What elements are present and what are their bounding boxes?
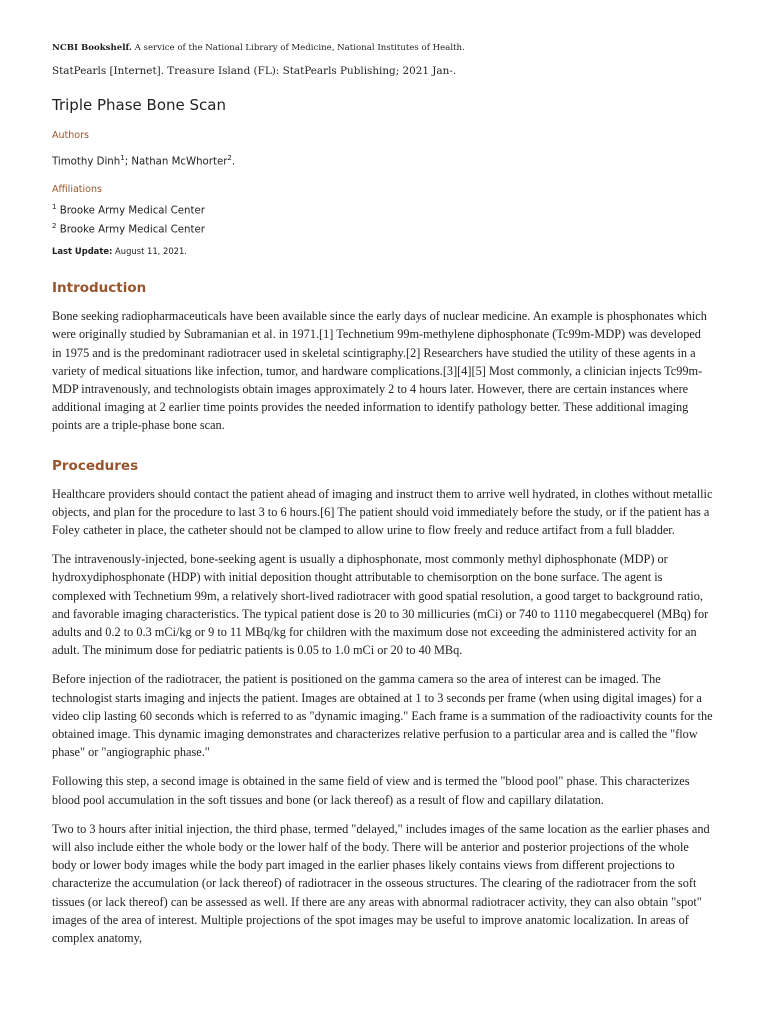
author-link[interactable]: Nathan McWhorter — [131, 156, 228, 168]
affiliations-list — [52, 200, 713, 237]
last-update-date: August 11, 2021. — [115, 246, 187, 257]
authors-label: Authors — [52, 130, 89, 141]
affiliation-number: 1 — [52, 203, 57, 212]
affiliation-text: Brooke Army Medical Center — [59, 224, 205, 236]
paragraph: Two to 3 hours after initial injection, the third phase, termed "delayed," includes images of the same location as the earlier phases and will also include either the whole body or the lower half of the body. There will be anterior and posterior projections of the whole body or lower body images while the body part imaged in the earlier phases likely contains views from different projections to characterize the accumulation (or lack thereof) of radiotracer in the osseous structures. The clearing of the radiotracer from the soft tissues (or lack thereof) can be assessed as well. If there are any areas with abnormal radiotracer activity, they can also obtain "spot" images of the area of interest. Multiple projections of the spot images may be useful to improve anatomic localization. In areas of complex anatomy, — [52, 821, 710, 946]
author-separator: . — [231, 156, 236, 168]
authors-list — [52, 151, 713, 169]
affiliation-item — [52, 200, 713, 218]
author-affiliation-ref: 2 — [227, 154, 232, 162]
paragraph: Before injection of the radiotracer, the patient is positioned on the gamma camera so the area of interest can be imaged. The technologist starts imaging and injects the patient. Images are obtained at 1 to 3 seconds per frame (when using digital images) for a video clip lasting 60 seconds which is referred to as "dynamic imaging." Each frame is a summation of the radioactivity counts for the obtained image. This dynamic imaging demonstrates and characterizes relative perfusion to a particular area and is called the "flow phase" or "angiographic phase." — [52, 672, 713, 760]
bookshelf-header — [52, 43, 713, 54]
section-heading-introduction: Introduction — [52, 280, 147, 297]
affiliation-text: Brooke Army Medical Center — [59, 205, 205, 217]
affiliation-item — [52, 219, 713, 237]
paragraph: Bone seeking radiopharmaceuticals have been available since the early days of nuclear medicine. An example is phosphonates which were originally studied by Subramanian et al. in 1971.[1] Technetium 99m-methylene diphosphonate (Tc99m-MDP) was developed in 1975 and is the predominant radiotracer used in skeletal scintigraphy.[2] Researchers have studied the utility of these agents in a variety of medical situations like infection, tumor, and hardware complications.[3][4][5] Most commonly, a clinician injects Tc99m-MDP intravenously, and technologists obtain images approximately 2 to 4 hours later. However, there are certain instances where additional imaging at 2 earlier time points provides the needed information to identify pathology better. These additional imaging points are a triple-phase bone scan. — [52, 309, 707, 433]
author-link[interactable]: Timothy Dinh — [52, 156, 121, 168]
paragraph: The intravenously-injected, bone-seeking agent is usually a diphosphonate, most commonly methyl diphosphonate (MDP) or hydroxydiphosphonate (HDP) with initial deposition thought attributable to chemisorption on the bone surface. The agent is complexed with Technetium 99m, a relatively short-lived radiotracer with good spatial resolution, a good target to background ratio, and favorable imaging characteristics. The typical patient dose is 20 to 30 millicuries (mCi) or 740 to 1110 megabecquerel (MBq) for adults and 0.2 to 0.3 mCi/kg or 9 to 11 MBq/kg for children with the maximum dose not exceeding the administered activity for an adult. The minimum dose for pediatric patients is 0.05 to 1.0 mCi or 20 to 40 MBq. — [52, 552, 709, 658]
bookshelf-tagline: A service of the National Library of Medicine, National Institutes of Health. — [134, 43, 465, 53]
page-title: Triple Phase Bone Scan — [52, 96, 226, 114]
last-update — [52, 245, 713, 257]
last-update-label: Last Update: — [52, 246, 113, 257]
publication-info: StatPearls [Internet]. Treasure Island (FL): StatPearls Publishing; 2021 Jan-. — [52, 65, 457, 77]
author-affiliation-ref: 1 — [120, 154, 125, 162]
author-separator: ; — [124, 156, 132, 168]
ncbi-bookshelf-link[interactable]: NCBI Bookshelf. — [52, 43, 132, 53]
paragraph: Following this step, a second image is obtained in the same field of view and is termed the "blood pool" phase. This characterizes blood pool accumulation in the soft tissues and bone (or lack thereof) as a result of flow and capillary dilatation. — [52, 774, 690, 807]
section-heading-procedures: Procedures — [52, 457, 139, 474]
paragraph: Healthcare providers should contact the patient ahead of imaging and instruct them to arrive well hydrated, in clothes without metallic objects, and plan for the procedure to last 3 to 6 hours.[6] The patient should void immediately before the study, or if the patient has a Foley catheter in place, the catheter should not be clamped to allow urine to flow freely and reduce artifact from a full bladder. — [52, 486, 713, 537]
affiliations-label: Affiliations — [52, 184, 102, 196]
affiliation-number: 2 — [52, 221, 57, 230]
